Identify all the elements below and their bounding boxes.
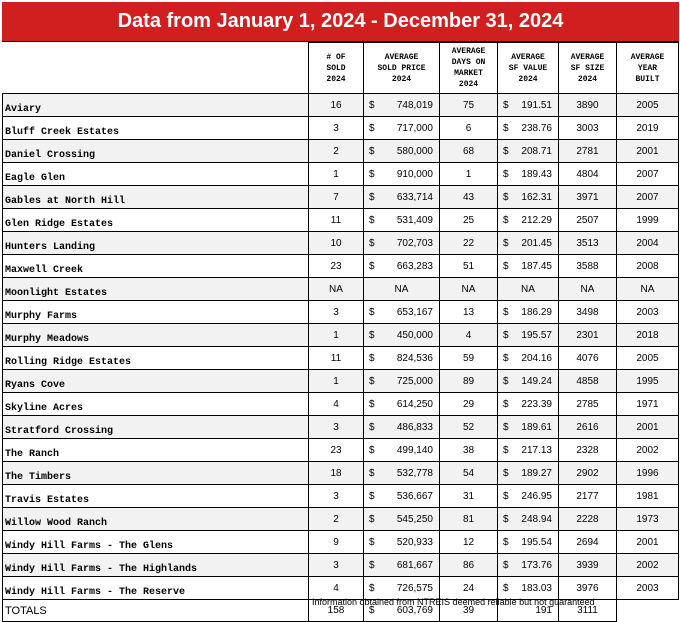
- avg-year-built: 1995: [617, 370, 679, 393]
- currency-symbol: $: [503, 375, 509, 387]
- avg-sold-price-value: 450,000: [396, 329, 433, 341]
- currency-symbol: $: [369, 559, 375, 571]
- avg-year-built: NA: [617, 278, 679, 301]
- page-title: Data from January 1, 2024 - December 31, 2024: [2, 2, 679, 42]
- currency-symbol: $: [503, 260, 509, 272]
- avg-sf-value-value: 204.16: [521, 352, 552, 364]
- subdivision-name: Aviary: [3, 94, 309, 117]
- avg-year-built: 2002: [617, 439, 679, 462]
- header-line: YEAR: [637, 63, 658, 73]
- currency-symbol: $: [369, 329, 375, 341]
- subdivision-name: The Timbers: [3, 462, 309, 485]
- avg-sf-size: 3939: [559, 554, 617, 577]
- avg-sf-size: 2228: [559, 508, 617, 531]
- header-line: BUILT: [635, 74, 660, 84]
- currency-symbol: $: [503, 214, 509, 226]
- avg-year-built: 2018: [617, 324, 679, 347]
- header-line: AVERAGE: [630, 52, 665, 62]
- avg-year-built: 2019: [617, 117, 679, 140]
- currency-symbol: $: [369, 375, 375, 387]
- subdivision-name: Glen Ridge Estates: [3, 209, 309, 232]
- avg-sf-value-value: 223.39: [521, 398, 552, 410]
- avg-sf-value: [498, 232, 559, 255]
- subdivision-name: The Ranch: [3, 439, 309, 462]
- avg-sold-price-value: 536,667: [396, 490, 433, 502]
- avg-sf-value-value: 191.51: [521, 99, 552, 111]
- avg-days-on-market: 24: [440, 577, 498, 600]
- header-line: 2024: [458, 80, 479, 89]
- sold-count: 7: [309, 186, 364, 209]
- currency-symbol: $: [503, 352, 509, 364]
- header-line: MARKET: [454, 69, 483, 78]
- avg-sold-price: [364, 163, 440, 186]
- avg-days-on-market: 29: [440, 393, 498, 416]
- currency-symbol: $: [369, 536, 375, 548]
- currency-symbol: $: [369, 145, 375, 157]
- avg-sold-price: [364, 209, 440, 232]
- avg-sf-value-value: 183.03: [521, 582, 552, 594]
- avg-sold-price-value: 499,140: [396, 444, 433, 456]
- table-row: [3, 186, 679, 209]
- avg-sold-price-value: 910,000: [396, 168, 433, 180]
- avg-days-on-market: 43: [440, 186, 498, 209]
- avg-days-on-market: 59: [440, 347, 498, 370]
- avg-sold-price-value: 614,250: [396, 398, 433, 410]
- avg-sold-price: [364, 94, 440, 117]
- avg-sold-price-value: 725,000: [396, 375, 433, 387]
- currency-symbol: $: [503, 582, 509, 594]
- avg-sf-value: [498, 324, 559, 347]
- avg-sf-size: NA: [559, 278, 617, 301]
- avg-sold-price-value: 545,250: [396, 513, 433, 525]
- table-row: [3, 554, 679, 577]
- header-line: 2024: [577, 74, 598, 84]
- table-row: [3, 347, 679, 370]
- avg-sf-size: 3971: [559, 186, 617, 209]
- currency-symbol: $: [369, 191, 375, 203]
- sold-count: 2: [309, 508, 364, 531]
- avg-sf-size: 3498: [559, 301, 617, 324]
- currency-symbol: $: [369, 582, 375, 594]
- table-row: [3, 324, 679, 347]
- currency-symbol: $: [503, 145, 509, 157]
- sold-count: 11: [309, 209, 364, 232]
- avg-sf-value-value: 162.31: [521, 191, 552, 203]
- avg-sold-price-value: 520,933: [396, 536, 433, 548]
- sold-count: 9: [309, 531, 364, 554]
- avg-sf-value: [498, 186, 559, 209]
- subdivision-name: Stratford Crossing: [3, 416, 309, 439]
- subdivision-name: Skyline Acres: [3, 393, 309, 416]
- avg-sold-price: [364, 370, 440, 393]
- avg-sold-price: [364, 140, 440, 163]
- sold-count: 4: [309, 577, 364, 600]
- currency-symbol: $: [503, 329, 509, 341]
- currency-symbol: $: [369, 214, 375, 226]
- subdivision-name: Travis Estates: [3, 485, 309, 508]
- avg-sf-value: [498, 393, 559, 416]
- currency-symbol: $: [503, 99, 509, 111]
- currency-symbol: $: [503, 536, 509, 548]
- avg-days-on-market: 68: [440, 140, 498, 163]
- avg-sold-price: [364, 232, 440, 255]
- header-line: # OF: [326, 52, 346, 62]
- totals-sfval: 191: [498, 600, 559, 622]
- avg-sold-price: [364, 416, 440, 439]
- avg-sf-size: 4076: [559, 347, 617, 370]
- avg-days-on-market: 22: [440, 232, 498, 255]
- sold-count: 4: [309, 393, 364, 416]
- avg-sf-size: 3003: [559, 117, 617, 140]
- totals-blank: [617, 600, 679, 622]
- subdivision-name: Maxwell Creek: [3, 255, 309, 278]
- avg-sf-value-value: 246.95: [521, 490, 552, 502]
- avg-sf-value: [498, 94, 559, 117]
- currency-symbol: $: [503, 191, 509, 203]
- avg-year-built: 1971: [617, 393, 679, 416]
- subdivision-name: Ryans Cove: [3, 370, 309, 393]
- avg-sf-value-value: 217.13: [521, 444, 552, 456]
- avg-sf-size: 2507: [559, 209, 617, 232]
- subdivision-name: Murphy Meadows: [3, 324, 309, 347]
- avg-sf-value: [498, 163, 559, 186]
- avg-sf-value: [498, 255, 559, 278]
- avg-sold-price-value: 726,575: [396, 582, 433, 594]
- avg-sf-size: 2902: [559, 462, 617, 485]
- avg-year-built: 2005: [617, 347, 679, 370]
- subdivision-name: Willow Wood Ranch: [3, 508, 309, 531]
- avg-sf-size: 3890: [559, 94, 617, 117]
- header-line: 2024: [518, 74, 538, 84]
- avg-sf-size: 2177: [559, 485, 617, 508]
- avg-days-on-market: 51: [440, 255, 498, 278]
- table-row: [3, 255, 679, 278]
- currency-symbol: $: [503, 168, 509, 180]
- avg-sf-value: [498, 554, 559, 577]
- avg-year-built: 2005: [617, 94, 679, 117]
- avg-year-built: 1981: [617, 485, 679, 508]
- avg-year-built: 2004: [617, 232, 679, 255]
- avg-sold-price-value: 702,703: [396, 237, 433, 249]
- avg-days-on-market: 38: [440, 439, 498, 462]
- avg-sold-price: [364, 554, 440, 577]
- header-sfval: [498, 43, 559, 94]
- avg-days-on-market: 1: [440, 163, 498, 186]
- avg-sf-size: 2781: [559, 140, 617, 163]
- currency-symbol: $: [503, 513, 509, 525]
- currency-symbol: $: [369, 490, 375, 502]
- currency-symbol: $: [369, 605, 375, 616]
- avg-year-built: 1999: [617, 209, 679, 232]
- avg-sold-price-value: 663,283: [396, 260, 433, 272]
- avg-year-built: 2007: [617, 186, 679, 209]
- avg-days-on-market: 13: [440, 301, 498, 324]
- avg-sf-size: 2616: [559, 416, 617, 439]
- header-line: SF VALUE: [508, 63, 548, 73]
- header-blank: [3, 43, 309, 94]
- subdivision-name: Eagle Glen: [3, 163, 309, 186]
- avg-sold-price-value: 531,409: [396, 214, 433, 226]
- totals-sold: 158: [309, 600, 364, 622]
- table-row: [3, 278, 679, 301]
- sold-count: NA: [309, 278, 364, 301]
- currency-symbol: $: [503, 467, 509, 479]
- avg-sf-value: [498, 209, 559, 232]
- header-sold: [309, 43, 364, 94]
- currency-symbol: $: [503, 444, 509, 456]
- currency-symbol: $: [369, 421, 375, 433]
- table-row: [3, 163, 679, 186]
- avg-sold-price: [364, 439, 440, 462]
- sales-data-table: [2, 42, 679, 622]
- header-year: [617, 43, 679, 94]
- avg-days-on-market: 6: [440, 117, 498, 140]
- sold-count: 3: [309, 554, 364, 577]
- avg-days-on-market: 81: [440, 508, 498, 531]
- avg-sold-price: [364, 117, 440, 140]
- currency-symbol: $: [369, 237, 375, 249]
- subdivision-name: Windy Hill Farms - The Reserve: [3, 577, 309, 600]
- table-row: [3, 416, 679, 439]
- header-line: SOLD PRICE: [377, 63, 426, 73]
- avg-sf-value-value: 173.76: [521, 559, 552, 571]
- currency-symbol: $: [369, 306, 375, 318]
- avg-sf-value: [498, 485, 559, 508]
- table-row: [3, 209, 679, 232]
- avg-sf-value-value: 248.94: [521, 513, 552, 525]
- sold-count: 1: [309, 163, 364, 186]
- table-row: [3, 485, 679, 508]
- avg-sold-price-value: 717,000: [396, 122, 433, 134]
- sold-count: 3: [309, 485, 364, 508]
- subdivision-name: Hunters Landing: [3, 232, 309, 255]
- table-row: [3, 508, 679, 531]
- avg-days-on-market: 4: [440, 324, 498, 347]
- avg-year-built: 2003: [617, 301, 679, 324]
- avg-sf-value: [498, 347, 559, 370]
- currency-symbol: $: [503, 398, 509, 410]
- avg-sf-size: 3976: [559, 577, 617, 600]
- avg-sold-price-value: 653,167: [396, 306, 433, 318]
- avg-days-on-market: 89: [440, 370, 498, 393]
- avg-sf-value-value: 189.27: [521, 467, 552, 479]
- avg-sf-value-value: 149.24: [521, 375, 552, 387]
- avg-year-built: 2008: [617, 255, 679, 278]
- subdivision-name: Windy Hill Farms - The Glens: [3, 531, 309, 554]
- table-row: [3, 232, 679, 255]
- avg-days-on-market: 25: [440, 209, 498, 232]
- avg-sf-value-value: 189.61: [521, 421, 552, 433]
- avg-sold-price: [364, 324, 440, 347]
- header-row: [3, 43, 679, 94]
- avg-sf-value: [498, 301, 559, 324]
- currency-symbol: $: [369, 260, 375, 272]
- avg-sold-price: [364, 531, 440, 554]
- currency-symbol: $: [369, 168, 375, 180]
- avg-sf-size: 2694: [559, 531, 617, 554]
- avg-sold-price: [364, 301, 440, 324]
- avg-year-built: 2007: [617, 163, 679, 186]
- avg-sf-size: 2328: [559, 439, 617, 462]
- avg-sf-value-value: 238.76: [521, 122, 552, 134]
- avg-days-on-market: 12: [440, 531, 498, 554]
- avg-year-built: 1973: [617, 508, 679, 531]
- header-sfsize: [559, 43, 617, 94]
- header-price: [364, 43, 440, 94]
- header-line: DAYS ON: [451, 58, 486, 67]
- avg-sold-price-value: 681,667: [396, 559, 433, 571]
- totals-label: TOTALS: [3, 600, 309, 622]
- header-dom: [440, 43, 498, 94]
- avg-sf-size: 4804: [559, 163, 617, 186]
- currency-symbol: $: [369, 513, 375, 525]
- avg-sold-price: [364, 186, 440, 209]
- sold-count: 1: [309, 324, 364, 347]
- subdivision-name: Moonlight Estates: [3, 278, 309, 301]
- avg-sf-size: 2785: [559, 393, 617, 416]
- table-row: [3, 531, 679, 554]
- subdivision-name: Gables at North Hill: [3, 186, 309, 209]
- sold-count: 3: [309, 301, 364, 324]
- avg-sold-price: [364, 255, 440, 278]
- header-line: AVERAGE: [511, 52, 545, 62]
- avg-days-on-market: 75: [440, 94, 498, 117]
- avg-sold-price-value: 580,000: [396, 145, 433, 157]
- subdivision-name: Daniel Crossing: [3, 140, 309, 163]
- avg-sold-price: [364, 485, 440, 508]
- avg-year-built: 2002: [617, 554, 679, 577]
- avg-sf-value-value: 195.57: [521, 329, 552, 341]
- totals-price-value: 603,769: [396, 605, 433, 616]
- sold-count: 18: [309, 462, 364, 485]
- avg-sf-value: [498, 140, 559, 163]
- sold-count: 2: [309, 140, 364, 163]
- header-line: 2024: [391, 74, 412, 84]
- header-line: AVERAGE: [384, 52, 419, 62]
- table-row: [3, 393, 679, 416]
- table-row: [3, 117, 679, 140]
- table-row: [3, 94, 679, 117]
- avg-sf-value: [498, 370, 559, 393]
- avg-sf-value: [498, 416, 559, 439]
- sold-count: 16: [309, 94, 364, 117]
- avg-sf-value: [498, 117, 559, 140]
- avg-sf-size: 4858: [559, 370, 617, 393]
- subdivision-name: Windy Hill Farms - The Highlands: [3, 554, 309, 577]
- sold-count: 3: [309, 416, 364, 439]
- header-line: AVERAGE: [451, 47, 486, 56]
- avg-days-on-market: 52: [440, 416, 498, 439]
- avg-sold-price-value: 748,019: [396, 99, 433, 111]
- avg-days-on-market: NA: [440, 278, 498, 301]
- sold-count: 11: [309, 347, 364, 370]
- avg-year-built: 1996: [617, 462, 679, 485]
- subdivision-name: Murphy Farms: [3, 301, 309, 324]
- header-line: SF SIZE: [570, 63, 605, 73]
- avg-year-built: 2003: [617, 577, 679, 600]
- table-row: [3, 439, 679, 462]
- currency-symbol: $: [503, 559, 509, 571]
- currency-symbol: $: [503, 122, 509, 134]
- header-line: 2024: [326, 74, 346, 84]
- currency-symbol: $: [369, 122, 375, 134]
- avg-sf-value-value: 186.29: [521, 306, 552, 318]
- sold-count: 1: [309, 370, 364, 393]
- subdivision-name: Bluff Creek Estates: [3, 117, 309, 140]
- avg-sold-price: [364, 393, 440, 416]
- avg-sf-value: [498, 439, 559, 462]
- currency-symbol: $: [369, 467, 375, 479]
- currency-symbol: $: [369, 99, 375, 111]
- currency-symbol: $: [369, 444, 375, 456]
- avg-sf-value-value: 189.43: [521, 168, 552, 180]
- avg-year-built: 2001: [617, 140, 679, 163]
- avg-year-built: 2001: [617, 531, 679, 554]
- sold-count: 3: [309, 117, 364, 140]
- currency-symbol: $: [503, 421, 509, 433]
- avg-days-on-market: 31: [440, 485, 498, 508]
- totals-sfsize: 3111: [559, 600, 617, 622]
- avg-sf-value: [498, 531, 559, 554]
- avg-sf-value-value: 201.45: [521, 237, 552, 249]
- avg-year-built: 2001: [617, 416, 679, 439]
- avg-sold-price-value: 633,714: [396, 191, 433, 203]
- sold-count: 23: [309, 255, 364, 278]
- currency-symbol: $: [369, 398, 375, 410]
- avg-sf-size: 2301: [559, 324, 617, 347]
- avg-sold-price-value: 824,536: [396, 352, 433, 364]
- sold-count: 23: [309, 439, 364, 462]
- header-line: AVERAGE: [570, 52, 605, 62]
- avg-sf-value: [498, 508, 559, 531]
- avg-sold-price: NA: [364, 278, 440, 301]
- avg-sold-price-value: 486,833: [396, 421, 433, 433]
- avg-sf-value-value: 208.71: [521, 145, 552, 157]
- totals-dom: 39: [440, 600, 498, 622]
- currency-symbol: $: [503, 490, 509, 502]
- avg-sf-value: NA: [498, 278, 559, 301]
- table-row: [3, 370, 679, 393]
- table-row: [3, 301, 679, 324]
- avg-sold-price: [364, 508, 440, 531]
- avg-days-on-market: 86: [440, 554, 498, 577]
- header-line: SOLD: [326, 63, 346, 73]
- avg-sf-size: 3588: [559, 255, 617, 278]
- avg-sold-price: [364, 462, 440, 485]
- avg-days-on-market: 54: [440, 462, 498, 485]
- sold-count: 10: [309, 232, 364, 255]
- currency-symbol: $: [369, 352, 375, 364]
- avg-sf-value-value: 195.54: [521, 536, 552, 548]
- table-row: [3, 140, 679, 163]
- avg-sf-size: 3513: [559, 232, 617, 255]
- avg-sold-price-value: 532,778: [396, 467, 433, 479]
- footnote: Information obtained from NTREIS deemed reliable but not guaranteed: [312, 597, 595, 607]
- currency-symbol: $: [503, 237, 509, 249]
- currency-symbol: $: [503, 306, 509, 318]
- avg-sf-value-value: 187.45: [521, 260, 552, 272]
- avg-sold-price: [364, 347, 440, 370]
- table-row: [3, 462, 679, 485]
- avg-sf-value-value: 212.29: [521, 214, 552, 226]
- subdivision-name: Rolling Ridge Estates: [3, 347, 309, 370]
- avg-sf-value: [498, 462, 559, 485]
